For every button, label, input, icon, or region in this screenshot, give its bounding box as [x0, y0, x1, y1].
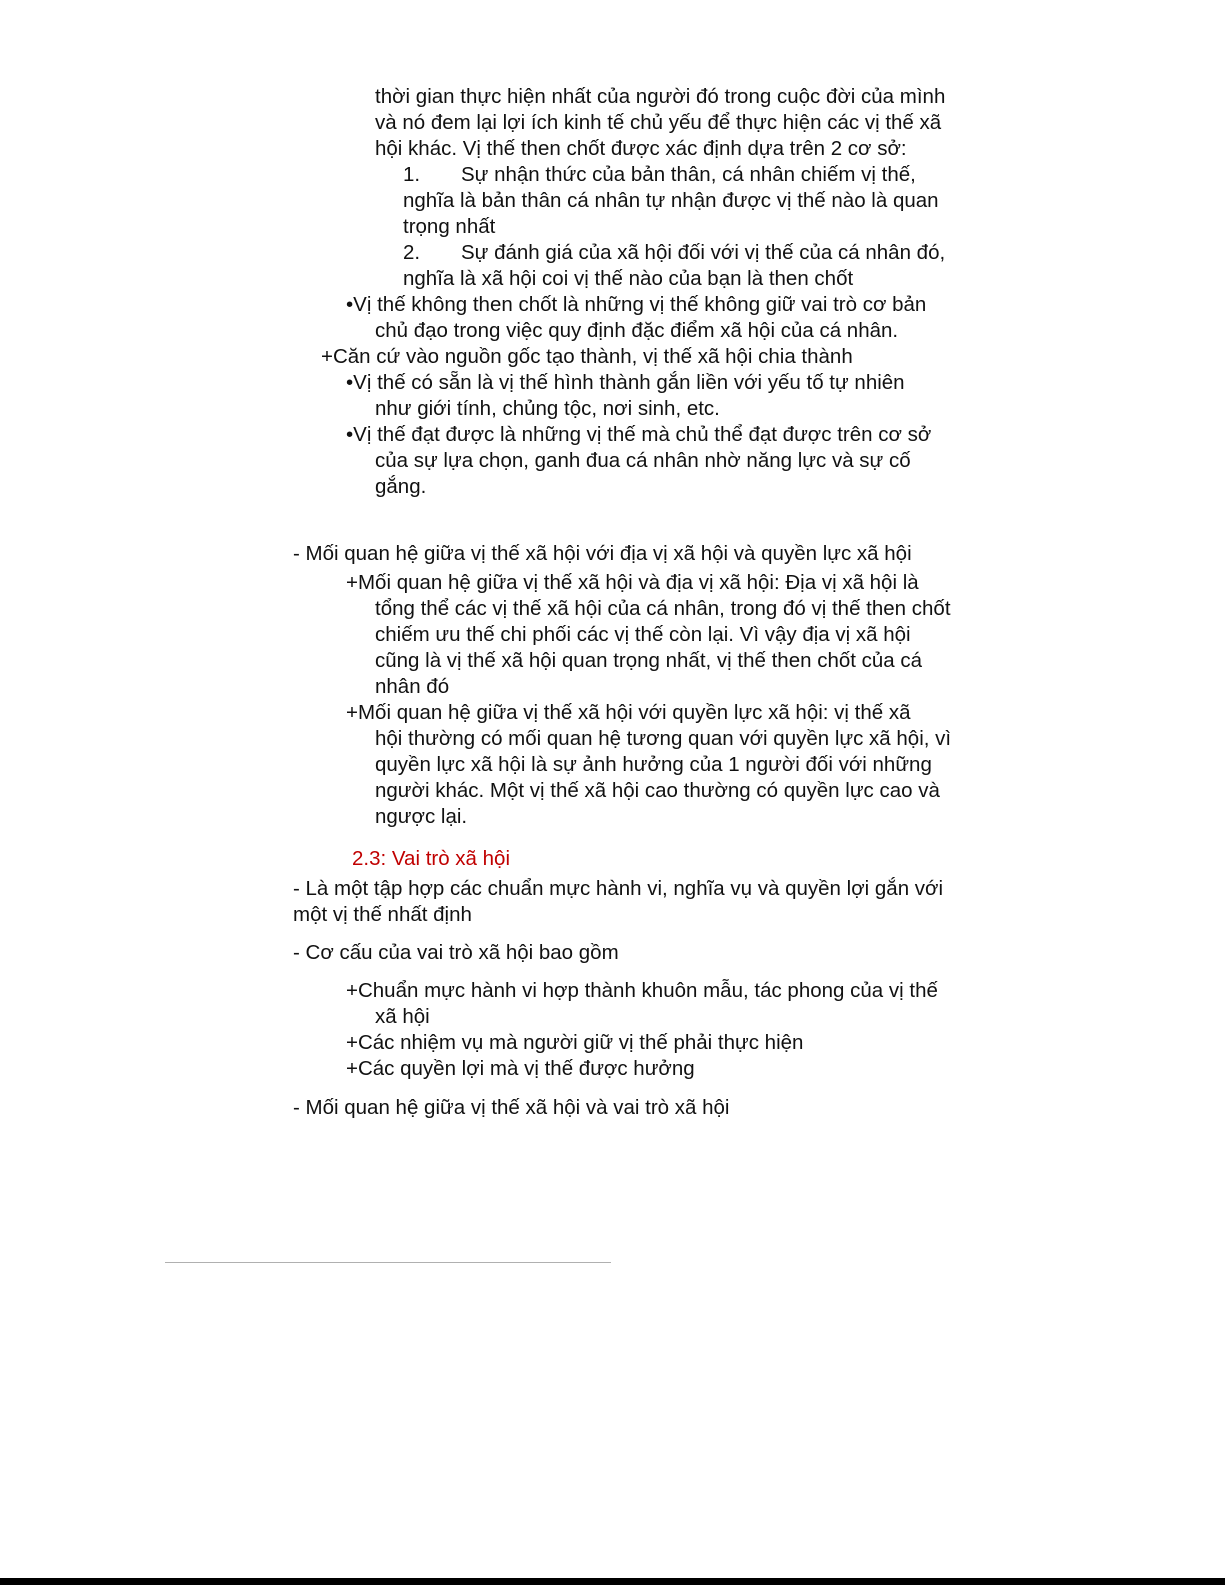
text-line: ngược lại. [375, 805, 468, 828]
numbered-item [403, 240, 945, 266]
dash-paragraph: - Cơ cấu của vai trò xã hội bao gồm [293, 941, 619, 964]
text-line: chủ đạo trong việc quy định đặc điểm xã hội của cá nhân. [375, 319, 899, 342]
text-line: hội thường có mối quan hệ tương quan với quyền lực xã hội, vì [375, 727, 952, 750]
text-line: người khác. Một vị thế xã hội cao thường có quyền lực cao và [375, 779, 940, 802]
text-line: cũng là vị thế xã hội quan trọng nhất, vị thế then chốt của cá [375, 649, 923, 672]
dash-paragraph: - Là một tập hợp các chuẩn mực hành vi, nghĩa vụ và quyền lợi gắn với [293, 877, 944, 900]
text-line: một vị thế nhất định [293, 903, 472, 926]
plus-item: +Căn cứ vào nguồn gốc tạo thành, vị thế xã hội chia thành [321, 345, 853, 368]
text-line: chiếm ưu thế chi phối các vị thế còn lại. Vì vậy địa vị xã hội [375, 623, 911, 646]
numbered-item-text: Sự nhận thức của bản thân, cá nhân chiếm vị thế, [461, 163, 916, 186]
plus-item: +Các quyền lợi mà vị thế được hưởng [346, 1057, 695, 1080]
page-bottom-edge [0, 1578, 1225, 1585]
bullet-item: •Vị thế không then chốt là những vị thế không giữ vai trò cơ bản [346, 293, 927, 316]
plus-item: +Mối quan hệ giữa vị thế xã hội và địa vị xã hội: Địa vị xã hội là [346, 571, 919, 594]
numbered-item-text: Sự đánh giá của xã hội đối với vị thế của cá nhân đó, [461, 241, 946, 264]
text-line: trọng nhất [403, 215, 496, 238]
plus-item: +Các nhiệm vụ mà người giữ vị thế phải thực hiện [346, 1031, 804, 1054]
text-line: thời gian thực hiện nhất của người đó trong cuộc đời của mình [375, 85, 946, 108]
dash-paragraph: - Mối quan hệ giữa vị thế xã hội và vai trò xã hội [293, 1096, 730, 1119]
bullet-item: •Vị thế đạt được là những vị thế mà chủ thể đạt được trên cơ sở [346, 423, 932, 446]
text-line: nghĩa là bản thân cá nhân tự nhận được vị thế nào là quan [403, 189, 939, 212]
text-line: nghĩa là xã hội coi vị thế nào của bạn là then chốt [403, 267, 854, 290]
plus-item: +Chuẩn mực hành vi hợp thành khuôn mẫu, tác phong của vị thế [346, 979, 938, 1002]
bullet-item: •Vị thế có sẵn là vị thế hình thành gắn liền với yếu tố tự nhiên [346, 371, 905, 394]
list-number: 1. [403, 163, 421, 186]
text-line: của sự lựa chọn, ganh đua cá nhân nhờ năng lực và sự cố [375, 449, 911, 472]
text-line: nhân đó [375, 675, 450, 698]
numbered-item [403, 162, 916, 188]
text-line: gắng. [375, 475, 427, 498]
text-line: xã hội [375, 1005, 430, 1028]
dash-paragraph: - Mối quan hệ giữa vị thế xã hội với địa vị xã hội và quyền lực xã hội [293, 542, 912, 565]
text-line: quyền lực xã hội là sự ảnh hưởng của 1 người đối với những [375, 753, 932, 776]
section-heading: 2.3: Vai trò xã hội [352, 847, 511, 870]
list-number: 2. [403, 241, 421, 264]
footnote-separator [165, 1262, 611, 1263]
text-line: và nó đem lại lợi ích kinh tế chủ yếu để thực hiện các vị thế xã [375, 111, 942, 134]
text-line: tổng thể các vị thế xã hội của cá nhân, trong đó vị thế then chốt [375, 597, 951, 620]
text-line: hội khác. Vị thế then chốt được xác định dựa trên 2 cơ sở: [375, 137, 907, 160]
text-line: như giới tính, chủng tộc, nơi sinh, etc. [375, 397, 720, 420]
plus-item: +Mối quan hệ giữa vị thế xã hội với quyền lực xã hội: vị thế xã [346, 701, 911, 724]
